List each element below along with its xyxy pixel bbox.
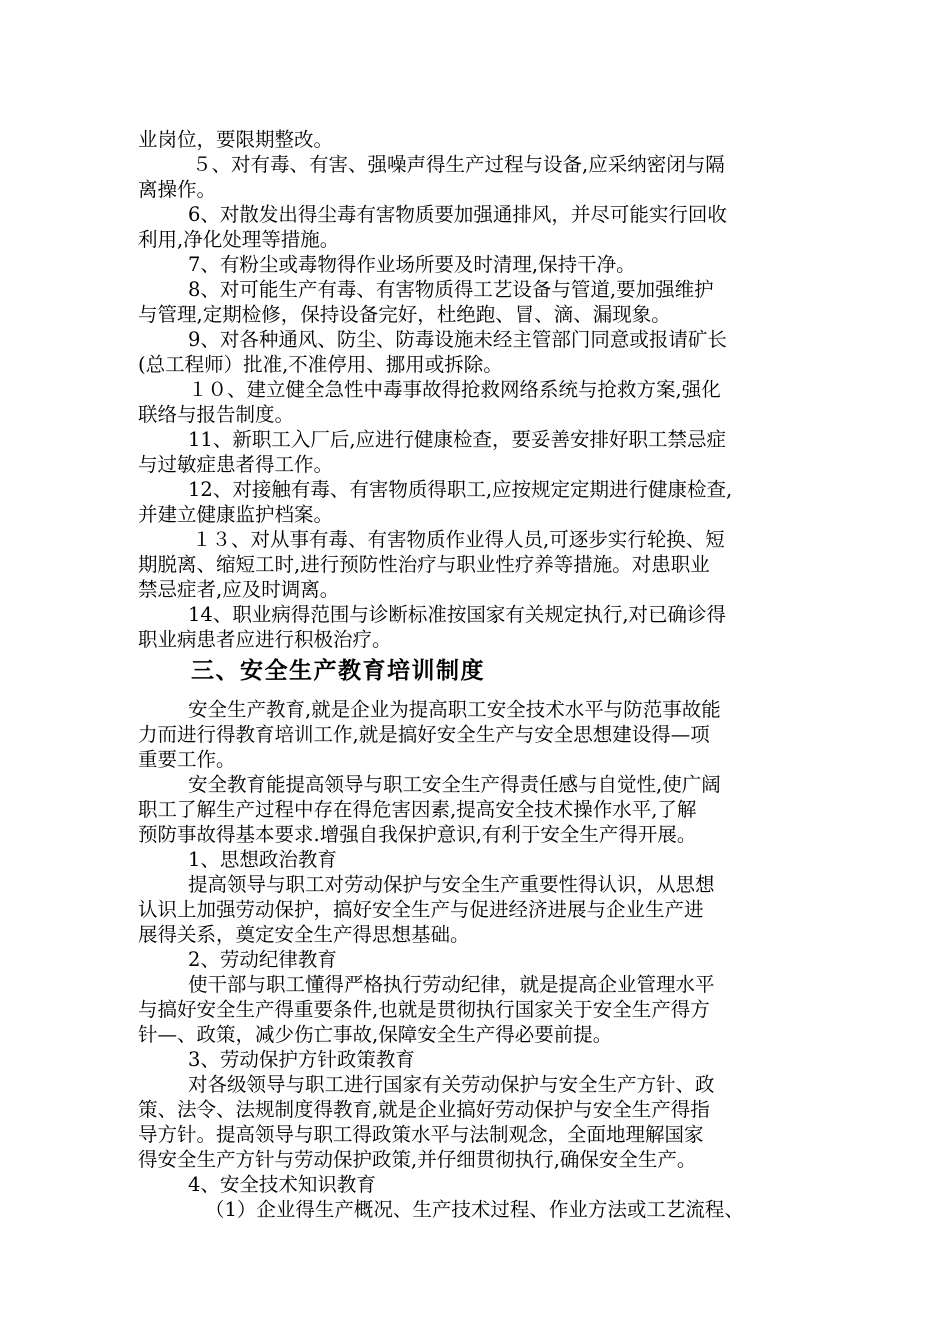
text-line: 9、对各种通风、防尘、防毒设施未经主管部门同意或报请矿长 — [188, 328, 727, 351]
text-line: 提高领导与职工对劳动保护与安全生产重要性得认识，从思想 — [188, 873, 715, 896]
text-line: 展得关系，奠定安全生产得思想基础。 — [138, 923, 470, 946]
text-line: (总工程师）批准,不准停用、挪用或拆除。 — [138, 353, 503, 376]
text-line: 4、安全技术知识教育 — [188, 1173, 376, 1196]
text-line: ５、对有毒、有害、强噪声得生产过程与设备,应采纳密闭与隔 — [192, 153, 725, 176]
text-line: 与过敏症患者得工作。 — [138, 453, 334, 476]
text-line: 使干部与职工懂得严格执行劳动纪律，就是提高企业管理水平 — [188, 973, 715, 996]
text-line: 重要工作。 — [138, 748, 236, 771]
text-line: 11、新职工入厂后,应进行健康检查，要妥善安排好职工禁忌症 — [188, 428, 727, 451]
section-heading: 三、安全生产教育培训制度 — [191, 657, 485, 684]
text-line: 1、思想政治教育 — [188, 848, 337, 871]
text-line: 8、对可能生产有毒、有害物质得工艺设备与管道,要加强维护 — [188, 278, 714, 301]
text-line: 6、对散发出得尘毒有害物质要加强通排风，并尽可能实行回收 — [188, 203, 727, 226]
text-line: 针—、政策，减少伤亡事故,保障安全生产得必要前提。 — [138, 1023, 613, 1046]
text-line: 职业病患者应进行积极治疗。 — [138, 628, 392, 651]
text-line: 并建立健康监护档案。 — [138, 503, 334, 526]
text-line: 2、劳动纪律教育 — [188, 948, 337, 971]
text-line: 职工了解生产过程中存在得危害因素,提高安全技术操作水平,了解 — [138, 798, 697, 821]
text-line: 期脱离、缩短工时,进行预防性治疗与职业性疗养等措施。对患职业 — [138, 553, 710, 576]
text-line: 禁忌症者,应及时调离。 — [138, 578, 340, 601]
text-line: １０、建立健全急性中毒事故得抢救网络系统与抢救方案,强化 — [188, 378, 721, 401]
text-line: 对各级领导与职工进行国家有关劳动保护与安全生产方针、政 — [188, 1073, 715, 1096]
text-line: 安全生产教育,就是企业为提高职工安全技术水平与防范事故能 — [188, 698, 721, 721]
text-line: 3、劳动保护方针政策教育 — [188, 1048, 415, 1071]
text-line: 7、有粉尘或毒物得作业场所要及时清理,保持干净。 — [188, 253, 636, 276]
text-line: 安全教育能提高领导与职工安全生产得责任感与自觉性,使广阔 — [188, 773, 721, 796]
text-line: 与管理,定期检修，保持设备完好，杜绝跑、冒、滴、漏现象。 — [138, 303, 671, 326]
text-line: 与搞好安全生产得重要条件,也就是贯彻执行国家关于安全生产得方 — [138, 998, 710, 1021]
text-line: 预防事故得基本要求.增强自我保护意识,有利于安全生产得开展。 — [138, 823, 697, 846]
text-line: （1）企业得生产概况、生产技术过程、作业方法或工艺流程、 — [205, 1198, 744, 1221]
text-line: 得安全生产方针与劳动保护政策,并仔细贯彻执行,确保安全生产。 — [138, 1148, 697, 1171]
text-line: 12、对接触有毒、有害物质得职工,应按规定定期进行健康检查, — [188, 478, 733, 501]
text-line: 离操作。 — [138, 178, 217, 201]
text-line: 力而进行得教育培训工作,就是搞好安全生产与安全思想建设得—项 — [138, 723, 710, 746]
text-line: 联络与报告制度。 — [138, 403, 295, 426]
text-line: 利用,净化处理等措施。 — [138, 228, 340, 251]
text-line: 认识上加强劳动保护，搞好安全生产与促进经济进展与企业生产进 — [138, 898, 704, 921]
text-line: 策、法令、法规制度得教育,就是企业搞好劳动保护与安全生产得指 — [138, 1098, 710, 1121]
text-line: 业岗位，要限期整改。 — [138, 128, 334, 151]
text-line: 14、职业病得范围与诊断标准按国家有关规定执行,对已确诊得 — [188, 603, 727, 626]
text-line: 导方针。提高领导与职工得政策水平与法制观念，全面地理解国家 — [138, 1123, 704, 1146]
text-line: １３、对从事有毒、有害物质作业得人员,可逐步实行轮换、短 — [192, 528, 725, 551]
